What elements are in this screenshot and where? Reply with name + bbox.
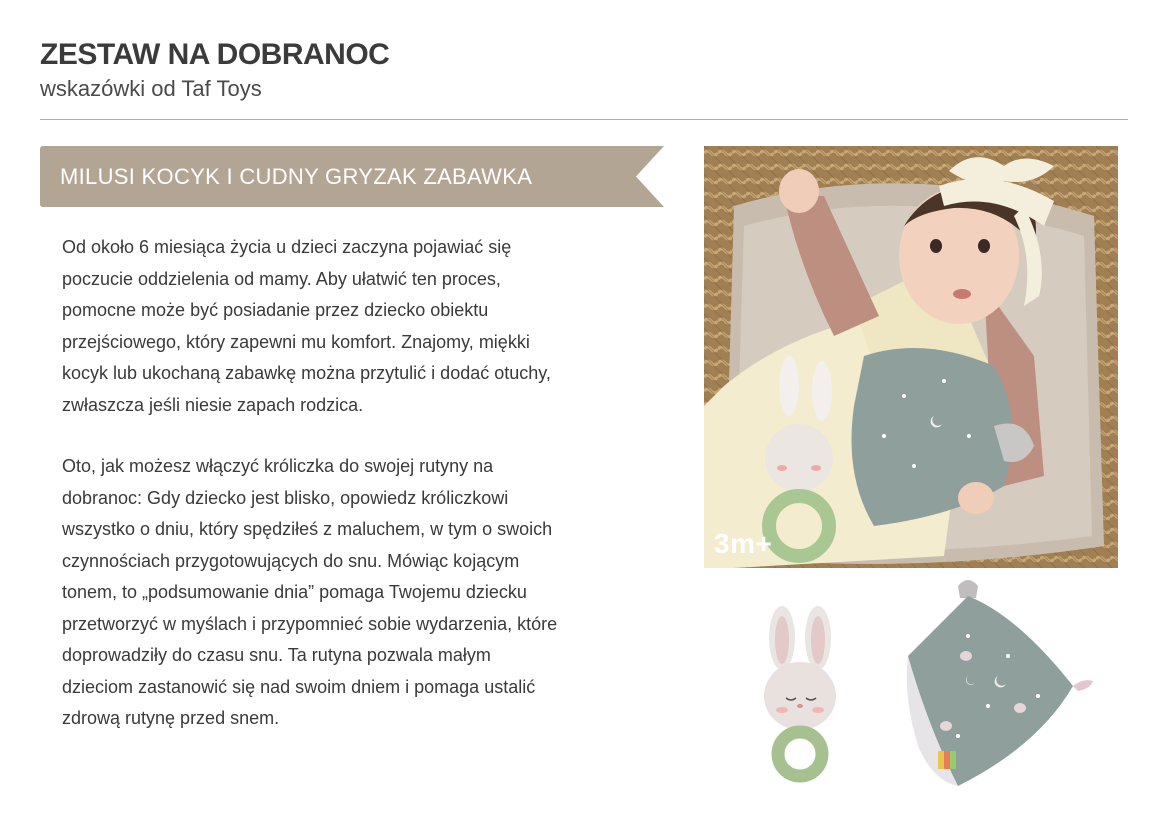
- bunny-rattle-image: [760, 606, 840, 801]
- paragraph-intro: [62, 232, 672, 421]
- text-line: kocyk lub ukochaną zabawkę można przytulić i dodać otuchy,: [62, 363, 551, 383]
- text-line: zwłaszcza jeśli niesie zapach rodzica.: [62, 394, 364, 415]
- text-line: Od około 6 miesiąca życia u dzieci zaczyna pojawiać się: [62, 237, 512, 257]
- text-line: zdrową rutynę przed snem.: [62, 708, 280, 728]
- section-banner: [40, 146, 664, 207]
- text-line: dobranoc: Gdy dziecko jest blisko, opowiedz króliczkowi: [62, 487, 509, 508]
- age-badge: 3m+: [714, 528, 773, 559]
- page-subtitle: wskazówki od Taf Toys: [40, 76, 262, 101]
- text-line: pomocne może być posiadanie przez dziecko obiektu: [62, 300, 489, 320]
- header-divider: [40, 119, 1128, 120]
- bunny-rattle-product: [760, 606, 840, 801]
- page-title: ZESTAW NA DOBRANOC: [40, 38, 390, 71]
- baby-photo: [704, 146, 1118, 568]
- paragraph-routine: [62, 451, 672, 735]
- text-line: dzieciom zastanowić się nad swoim dniem i pomaga ustalić: [62, 676, 536, 697]
- baby-in-basket-illustration: [704, 146, 1118, 568]
- banner-title: MILUSI KOCYK I CUDNY GRYZAK ZABAWKA: [60, 164, 533, 189]
- text-line: przetworzyć w myślach i przypomnieć sobie wydarzenia, które: [62, 613, 558, 634]
- bunny-blanket-image: [898, 576, 1098, 790]
- bunny-blanket-product: [898, 576, 1098, 790]
- text-line: poczucie oddzielenia od mamy. Aby ułatwić ten proces,: [62, 268, 501, 289]
- text-line: czynnościach przygotowujących do snu. Mówiąc kojącym: [62, 550, 520, 571]
- text-line: Oto, jak możesz włączyć króliczka do swojej rutyny na: [62, 456, 494, 476]
- text-line: wszystko o dniu, który spędziłeś z maluchem, w tym o swoich: [62, 519, 553, 539]
- text-line: tonem, to „podsumowanie dnia” pomaga Twojemu dziecku: [62, 582, 527, 602]
- text-line: doprowadziły do czasu snu. Ta rutyna pozwala małym: [62, 645, 491, 665]
- text-line: przejściowego, który zapewni mu komfort. Znajomy, miękki: [62, 331, 530, 352]
